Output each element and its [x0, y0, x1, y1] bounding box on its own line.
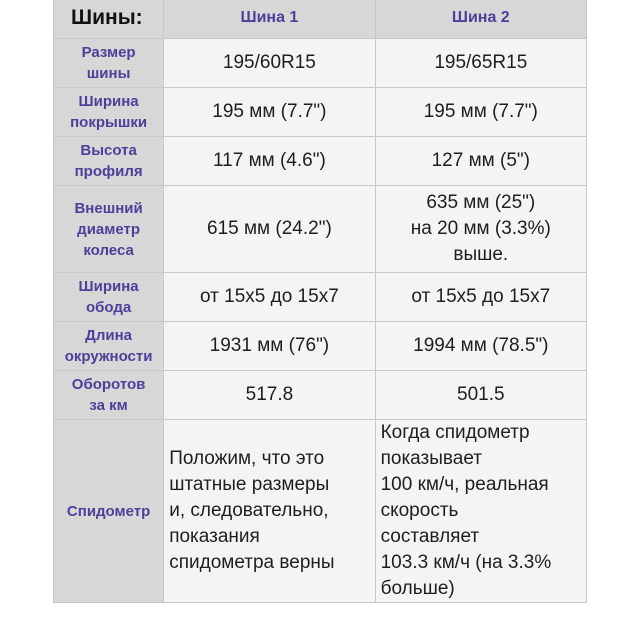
cell-tire2-diameter: 635 мм (25") на 20 мм (3.3%) выше. [375, 186, 586, 273]
header-tire-1: Шина 1 [164, 0, 375, 39]
row-label-tire-size: Размер шины [54, 39, 164, 88]
cell-tire1-diameter: 615 мм (24.2") [164, 186, 375, 273]
row-label-speedometer: Спидометр [54, 420, 164, 603]
cell-tire2-circumference: 1994 мм (78.5") [375, 322, 586, 371]
cell-tire2-revs: 501.5 [375, 371, 586, 420]
cell-tire1-rim: от 15x5 до 15x7 [164, 273, 375, 322]
row-outer-diameter [54, 186, 587, 273]
cell-tire2-height: 127 мм (5") [375, 137, 586, 186]
cell-tire2-size: 195/65R15 [375, 39, 586, 88]
row-tread-width [54, 88, 587, 137]
cell-tire1-height: 117 мм (4.6") [164, 137, 375, 186]
row-tire-size [54, 39, 587, 88]
row-label-outer-diameter: Внешний диаметр колеса [54, 186, 164, 273]
header-tire-2: Шина 2 [375, 0, 586, 39]
corner-header: Шины: [54, 0, 164, 39]
row-circumference [54, 322, 587, 371]
row-label-circumference: Длина окружности [54, 322, 164, 371]
cell-tire1-circumference: 1931 мм (76") [164, 322, 375, 371]
cell-tire1-revs: 517.8 [164, 371, 375, 420]
row-label-revs-per-km: Оборотов за км [54, 371, 164, 420]
row-rim-width [54, 273, 587, 322]
row-label-sidewall-height: Высота профиля [54, 137, 164, 186]
row-revs-per-km [54, 371, 587, 420]
row-label-tread-width: Ширина покрышки [54, 88, 164, 137]
row-speedometer [54, 420, 587, 603]
table-header-row [54, 0, 587, 39]
cell-tire2-width: 195 мм (7.7") [375, 88, 586, 137]
cell-tire2-speedometer: Когда спидометр показывает 100 км/ч, реальная скорость составляет 103.3 км/ч (на 3.3% больше) [375, 420, 586, 603]
cell-tire2-rim: от 15x5 до 15x7 [375, 273, 586, 322]
cell-tire1-size: 195/60R15 [164, 39, 375, 88]
cell-tire1-speedometer: Положим, что это штатные размеры и, следовательно, показания спидометра верны [164, 420, 375, 603]
row-sidewall-height [54, 137, 587, 186]
row-label-rim-width: Ширина обода [54, 273, 164, 322]
tire-comparison-table [53, 0, 587, 603]
cell-tire1-width: 195 мм (7.7") [164, 88, 375, 137]
